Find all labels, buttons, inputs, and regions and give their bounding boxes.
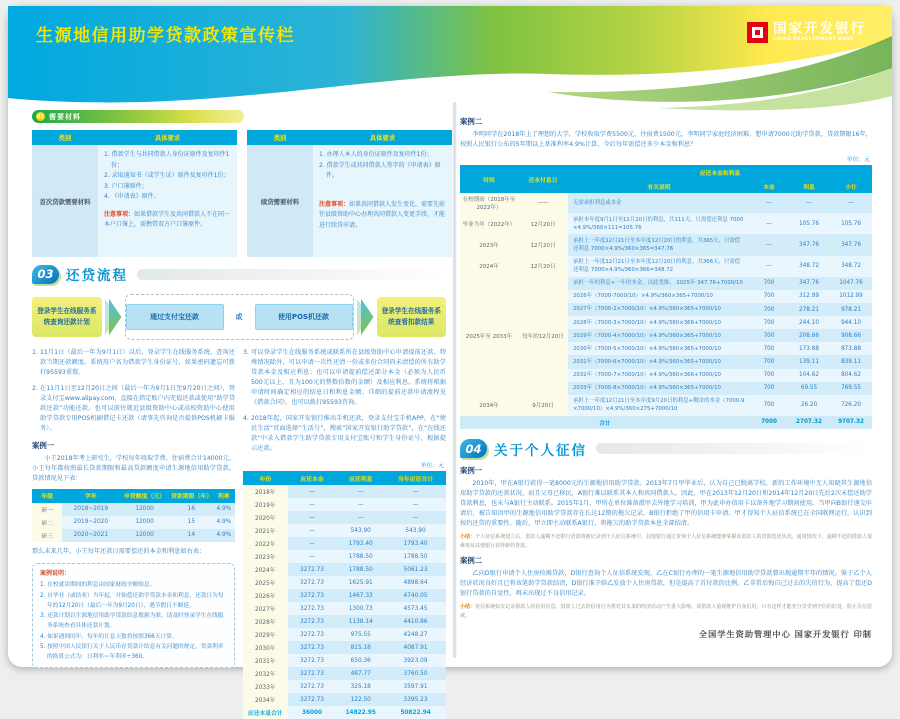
table-cell: 承担本年度9月1日至12月20日的利息，共111天，只需偿还利息 7000×4.9%/360×111=105.76 xyxy=(568,213,750,234)
table-cell: 研二 xyxy=(32,516,62,529)
case2-intro: 李明同学在2018年上了理想的大学，学校收取学费5500元、住宿费1500元。李明同学家庭经济困难，想申请7000元助学贷款，贷款期限16年，按照人民银行公布的5年期以上基准利率4.9%计算，今后每年需偿还多少本金和利息？ xyxy=(460,131,872,149)
table-cell: 3272.73 xyxy=(288,576,337,589)
table-row xyxy=(243,641,446,654)
table-cell: — xyxy=(830,193,872,213)
table-cell: 每年的12月20日 xyxy=(518,277,568,395)
table-row xyxy=(243,615,446,628)
case-notes-box xyxy=(32,563,235,669)
print-credit-footer: 全国学生资助管理中心 国家开发银行 印制 xyxy=(698,629,872,640)
table-cell: 278.21 xyxy=(788,303,830,316)
table-cell: 3272.73 xyxy=(288,641,337,654)
col-header: 年份 xyxy=(243,471,288,485)
table-cell: 700 xyxy=(750,290,788,303)
case-notes-title: 案例说明： xyxy=(40,569,71,577)
note-text: 如果借款学生及共同借款人不在同一本户口簿上，需携带双方户口簿原件。 xyxy=(104,210,231,228)
table-cell: 36000 xyxy=(288,706,337,719)
section-number-badge: 04 xyxy=(460,439,487,458)
left-page xyxy=(32,106,452,718)
table-cell: 3272.73 xyxy=(288,602,337,615)
table-cell: — xyxy=(288,550,337,563)
summary-label: 小结： xyxy=(460,534,476,541)
requirement-line: 2. 录取通知书（或学生证）原件及复印件1份； xyxy=(104,172,230,179)
table-cell: 487.77 xyxy=(336,667,385,680)
table-cell: 700 xyxy=(750,369,788,382)
table-cell: 3272.73 xyxy=(288,693,337,706)
col-header: 年级 xyxy=(32,489,62,503)
table-cell: 173.88 xyxy=(788,342,830,355)
case-note-line: 1. 在校就读期间的利息由国家财政全额贴息。 xyxy=(40,582,156,589)
table-cell: 4.9% xyxy=(213,529,235,542)
table-cell: 2033年 xyxy=(243,680,288,693)
table-cell: 2020年 xyxy=(243,511,288,524)
table-row xyxy=(460,395,872,416)
table-cell: 2031年（7000-6×7000/10）×4.9%/360×365+7000/10 xyxy=(568,355,750,368)
table-cell: 700 xyxy=(750,342,788,355)
table-row xyxy=(243,654,446,667)
col-header-date: 还本付息日 xyxy=(518,165,568,193)
arrow-right-icon xyxy=(105,298,122,336)
note-label: 注意事项： xyxy=(104,210,135,218)
table-cell: 承担一年的利息+一年的本金，以此类推。 2025年 347.76+7000/10 xyxy=(568,277,750,290)
table-cell: 2025年 xyxy=(243,576,288,589)
table-cell: — xyxy=(288,537,337,550)
table-cell: 2028年（7000-3×7000/10）×4.9%/360×366+7000/10 xyxy=(568,316,750,329)
table-cell: 2026年 xyxy=(243,589,288,602)
table-cell: 4740.05 xyxy=(385,589,446,602)
table-cell: —— xyxy=(518,193,568,213)
col-header-requirement: 具体要求 xyxy=(369,134,396,142)
col-header: 贷款期限（年） xyxy=(170,489,213,503)
table-cell: 2029年 xyxy=(243,628,288,641)
table-cell: 2018年 xyxy=(243,485,288,498)
table-cell: 毕业当年（2022年） xyxy=(460,213,518,234)
table-cell: 325.18 xyxy=(336,680,385,693)
table-cell: — xyxy=(288,498,337,511)
table-cell: 4898.64 xyxy=(385,576,446,589)
table-cell: — xyxy=(750,234,788,255)
table-cell: 2707.32 xyxy=(788,416,830,429)
table-cell: 4.9% xyxy=(213,516,235,529)
case1-title: 案例一 xyxy=(32,441,55,451)
case-note-line: 3. 还款计划以生源地信用助学贷款结息数据为准，请及时登录学生在线服务系统查看具体还款计划。 xyxy=(40,613,224,630)
table-cell: 3272.73 xyxy=(288,615,337,628)
note-text: 如果共同借款人发生变化，需要先前往县级资助中心办理共同借款人变更手续，才能进行续贷申请。 xyxy=(319,200,446,229)
table-cell: 2023年 xyxy=(460,234,518,255)
col-header: 应还利息 xyxy=(336,471,385,485)
table-cell: 804.62 xyxy=(830,369,872,382)
table-cell: 69.55 xyxy=(788,382,830,395)
table-row xyxy=(243,537,446,550)
requirement-line: 2. 借款学生或共同借款人签字的《申请表》原件。 xyxy=(319,161,441,179)
table-cell: 12000 xyxy=(119,516,170,529)
table-cell: 12月20日 xyxy=(518,213,568,234)
paragraph-4: 4. 2018年起，国家开发银行推出手机还款，登录支付宝手机APP，在“便民生活”页面选择“生活号”，搜索“国家开发银行助学贷款”，在“在线还款”中录入借款学生助学贷款专用支付宝账号和学生身份证号，根据提示还款。 xyxy=(243,415,446,453)
note xyxy=(104,210,231,231)
table-cell: 14 xyxy=(170,529,213,542)
summary-text: 个人征信系统建立后，借款人逾期不还银行贷款将被记录到个人征信系统中，其他银行通过查询个人征信系统能够掌握该借款人的贷款偿还状况。通常情况下，逾期不还的借款人很难再从其他银行获得新的贷款。 xyxy=(460,534,872,549)
flow-start-box: 登录学生在线服务系统查询还款计划 xyxy=(32,297,102,337)
paragraph-1: 1. 11月1日（最后一年为9月1日）以后，登录学生在线服务系统，查询还款当期还款额度。系统用户名为借款学生身份证号，如果密码遗忘可拨打95593重置。 xyxy=(32,349,235,377)
left-text-column xyxy=(32,348,235,668)
table-cell: 2027年 xyxy=(243,602,288,615)
table-cell: 347.76 xyxy=(788,234,830,255)
table-row xyxy=(243,589,446,602)
table-cell: 139.11 xyxy=(788,355,830,368)
table-cell: 1467.33 xyxy=(336,589,385,602)
col-header-interest: 利息 xyxy=(788,179,830,193)
table-cell: — xyxy=(385,511,446,524)
table-cell: 合计 xyxy=(460,416,750,429)
table-cell: 347.76 xyxy=(830,234,872,255)
table-row xyxy=(32,529,235,542)
table-cell: 700 xyxy=(750,303,788,316)
table-cell: 2025年至 2033年 xyxy=(460,277,518,395)
table-cell: 12000 xyxy=(119,503,170,516)
table-row xyxy=(243,563,446,576)
case1-intro: 小王2018年考上研究生，学校每年收取学费、住宿费合计14000元。小王每年都按照最长贷款期限和最高贷款额度申请生源地信用助学贷款。贷款情况见下表： xyxy=(32,455,235,483)
col-header: 当年应还合计 xyxy=(385,471,446,485)
table-cell: 726.20 xyxy=(830,395,872,416)
table-cell: 815.18 xyxy=(336,641,385,654)
table-cell: 50822.94 xyxy=(385,706,446,719)
table-cell: 2033年（7000-8×7000/10）×4.9%/360×365+7000/10 xyxy=(568,382,750,395)
brochure-page xyxy=(8,6,892,718)
table-cell: 700 xyxy=(750,355,788,368)
table-cell: 1138.14 xyxy=(336,615,385,628)
table-cell: 4573.45 xyxy=(385,602,446,615)
table-cell: 1788.50 xyxy=(336,550,385,563)
flow-option-alipay: 通过支付宝还款 xyxy=(126,304,224,330)
table-cell: — xyxy=(336,485,385,498)
table-cell: 700 xyxy=(750,329,788,342)
table-cell: 1793.40 xyxy=(385,537,446,550)
col-header: 学年 xyxy=(62,489,119,503)
section-repayment-header xyxy=(32,262,446,286)
table-row xyxy=(460,234,872,255)
table-cell: 承担上一年度12月21日至本年度9月20日的利息+剩余的本金（7000-9×7000/10）×4.9%/360×275+7000/10 xyxy=(568,395,750,416)
right-page xyxy=(460,112,872,640)
section-header-bar xyxy=(137,269,446,280)
arrow-right-icon xyxy=(357,298,374,336)
table-cell: 2024年 xyxy=(243,563,288,576)
table-cell: 3272.73 xyxy=(288,654,337,667)
flow-or-label: 或 xyxy=(235,313,243,321)
table-cell: 5061.23 xyxy=(385,563,446,576)
table-cell: — xyxy=(336,511,385,524)
note xyxy=(319,200,446,232)
table-cell: 7000 xyxy=(750,416,788,429)
table-cell: 3760.50 xyxy=(385,667,446,680)
table-cell: 承担上一年度12月21日至本年度12月20日的利息，共366天，只需偿还利息 7000×4.9%/360×366=348.72 xyxy=(568,256,750,277)
table-row xyxy=(460,416,872,429)
materials-tables xyxy=(32,130,452,257)
table-row xyxy=(460,213,872,234)
summary-label: 小结： xyxy=(460,604,476,611)
table-cell: 9月20日 xyxy=(518,395,568,416)
table-row xyxy=(243,628,446,641)
summary-text: 征信系统如实记录借款人的信用信息，借款人过去的信用行为将对其未来的经济活动产生重大影响。请借款人重视维护自身信用，只有这样才能充分享受到守信的好处，防止失信惩戒。 xyxy=(460,604,872,619)
table-cell: 12月20日 xyxy=(518,234,568,255)
table-cell: — xyxy=(750,193,788,213)
table-cell: 9707.32 xyxy=(830,416,872,429)
table-cell: 2026年（7000-7000/10）×4.9%/360×365+7000/10 xyxy=(568,290,750,303)
table-cell: 2019年 xyxy=(243,498,288,511)
paragraph-3: 3. 可以登录学生在线服务系统或联系所在县级资助中心申请提前还款。特殊情况除外，可以申请一次性还清一份或多份合同尚未清偿的所有助学贷款本金及相应利息；也可以申请提前偿还部分本金（必须为人民币500元以上、且为100元的整数倍数的金额）及相应利息。系统将根据申请时间确定相应的结息日和利息金额。详细的提前还款申请流程见《借款合同》，也可以拨打95593咨询。 xyxy=(243,349,446,407)
table-cell: — xyxy=(288,524,337,537)
table-row xyxy=(243,667,446,680)
total-row xyxy=(243,706,446,719)
table-cell: 873.88 xyxy=(830,342,872,355)
case2-title: 案例二 xyxy=(460,117,483,126)
table-cell: 2027年（7000-2×7000/10）×4.9%/360×365+7000/10 xyxy=(568,303,750,316)
table-cell: 908.66 xyxy=(830,329,872,342)
col-header-requirement: 具体要求 xyxy=(154,134,181,142)
case-note-line: 2. 自毕业（或结业）当年起，开始偿还助学贷款本金和利息，还款日为每年的12月20日（最后一年为9月20日），遇节假日不顺延。 xyxy=(40,592,224,609)
case1-middle-text: 那么未来几年，小王每年还款日需要偿还的本金和利息如右表： xyxy=(32,547,206,555)
table-cell: 在校期间（2018年至2022年） xyxy=(460,193,518,213)
credit-summary-1 xyxy=(460,533,872,550)
table-cell: 700 xyxy=(750,382,788,395)
first-loan-materials-table xyxy=(32,130,237,257)
table-cell: 700 xyxy=(750,277,788,290)
table-cell: 12月20日 xyxy=(518,256,568,277)
table-cell: 3272.73 xyxy=(288,680,337,693)
col-header-principal: 本金 xyxy=(750,179,788,193)
table-cell: 944.10 xyxy=(830,316,872,329)
table-cell: 1012.99 xyxy=(830,290,872,303)
table-row xyxy=(243,498,446,511)
table-cell: 2019~2020 xyxy=(62,516,119,529)
right-text-column xyxy=(243,348,446,719)
table-cell: 2032年（7000-7×7000/10）×4.9%/360×366+7000/10 xyxy=(568,369,750,382)
table-cell: 104.62 xyxy=(788,369,830,382)
bank-logo-icon xyxy=(747,22,768,43)
table-cell: — xyxy=(288,485,337,498)
col-header: 应还本金 xyxy=(288,471,337,485)
section-title: 需要材料 xyxy=(49,112,81,121)
page-title: 生源地信用助学贷款政策宣传栏 xyxy=(36,26,295,46)
table-cell: 4410.86 xyxy=(385,615,446,628)
bank-logo xyxy=(747,22,866,43)
repayment-flow-diagram xyxy=(32,292,446,342)
table-cell: 700 xyxy=(750,395,788,416)
case-note-line: 5. 按照中国人民银行关于人民币存贷款计结息有关问题的规定，贷款利率的换算公式为：日利率＝年利率÷360。 xyxy=(40,643,224,661)
table-cell: 1300.73 xyxy=(336,602,385,615)
table-cell: 769.55 xyxy=(830,382,872,395)
table-cell: 研三 xyxy=(32,529,62,542)
note-label: 注意事项： xyxy=(319,200,350,208)
bank-name: 国家开发银行 xyxy=(773,21,866,37)
loan-terms-table xyxy=(32,489,235,542)
unit-label: 单位：元 xyxy=(420,463,444,470)
table-row xyxy=(243,576,446,589)
repayment-schedule-table xyxy=(243,471,446,719)
table-cell: — xyxy=(750,213,788,234)
col-header: 申贷额度（元） xyxy=(119,489,170,503)
table-row xyxy=(32,516,235,529)
table-cell: 26.20 xyxy=(788,395,830,416)
col-header-category: 类别 xyxy=(58,134,72,142)
table-cell: 2024年 xyxy=(460,256,518,277)
requirement-line: 1. 办理人本人的身份证原件及复印件1份； xyxy=(319,151,433,158)
table-cell: 2020~2021 xyxy=(62,529,119,542)
section-number-badge: 02 xyxy=(37,113,44,120)
table-row xyxy=(243,524,446,537)
table-cell: 105.76 xyxy=(788,213,830,234)
table-cell: 978.21 xyxy=(830,303,872,316)
table-cell: 14822.95 xyxy=(336,706,385,719)
requirement-cell xyxy=(313,145,452,257)
table-cell: 3395.23 xyxy=(385,693,446,706)
col-header-group: 应还本金和利息 xyxy=(568,165,872,179)
table-cell: 3923.09 xyxy=(385,654,446,667)
col-header-subtotal: 小计 xyxy=(830,179,872,193)
table-cell: 1793.40 xyxy=(336,537,385,550)
table-cell: 应还本息合计 xyxy=(243,706,288,719)
table-cell: 12000 xyxy=(119,529,170,542)
credit-case2-text: 乙向D银行申请个人住房按揭贷款，D银行查询个人征信系统发现，乙在C银行办理的一笔生源地信用助学贷款曾出现逾期半年的情况。鉴于乙个人经济状况良好且已将该笔助学贷款结清，D银行准予给乙发放个人住房贷款，但是提高了首付款的比例。乙非常后悔自己过去的失信行为，提高了偿还D银行贷款的自觉性，再未出现过不良信用记录。 xyxy=(460,570,872,598)
table-cell: 2029年（7000-4×7000/10）×4.9%/360×365+7000/10 xyxy=(568,329,750,342)
table-row xyxy=(243,680,446,693)
section-title: 还贷流程 xyxy=(66,268,128,284)
table-row xyxy=(460,256,872,277)
table-cell: 312.99 xyxy=(788,290,830,303)
section-number-badge: 03 xyxy=(32,265,59,284)
section-credit-header xyxy=(460,437,872,461)
table-cell: 2030年（7000-5×7000/10）×4.9%/360×365+7000/10 xyxy=(568,342,750,355)
table-cell: 2031年 xyxy=(243,654,288,667)
table-cell: 承担上一年度12月21日至本年度12月20日的利息，共365天，只需偿还利息 7000×4.9%/360×365=347.76 xyxy=(568,234,750,255)
category-cell: 首次贷款需要材料 xyxy=(32,145,98,257)
table-cell: 1625.91 xyxy=(336,576,385,589)
col-header-category: 类别 xyxy=(273,134,287,142)
table-cell: 975.55 xyxy=(336,628,385,641)
col-header: 利率 xyxy=(213,489,235,503)
table-row xyxy=(243,602,446,615)
table-cell: 16 xyxy=(170,503,213,516)
table-cell: 105.76 xyxy=(830,213,872,234)
table-cell: — xyxy=(788,193,830,213)
bank-name-en: CHINA DEVELOPMENT BANK xyxy=(773,36,855,42)
requirement-line: 1. 借款学生与共同借款人身份证原件及复印件1份； xyxy=(104,151,230,169)
table-row xyxy=(460,277,872,290)
table-cell: 4248.27 xyxy=(385,628,446,641)
table-row xyxy=(243,485,446,498)
table-cell: 3272.73 xyxy=(288,563,337,576)
table-cell: 2022年 xyxy=(243,537,288,550)
table-cell: 348.72 xyxy=(830,256,872,277)
table-cell: 2021年 xyxy=(243,524,288,537)
section-header-bar xyxy=(596,443,872,454)
table-cell: 650.36 xyxy=(336,654,385,667)
table-cell: 2023年 xyxy=(243,550,288,563)
credit-summary-2 xyxy=(460,603,872,620)
credit-case1-title: 案例一 xyxy=(460,465,483,475)
col-header-desc: 有关说明 xyxy=(568,179,750,193)
table-cell: 1788.50 xyxy=(336,563,385,576)
page-fold-divider xyxy=(452,102,457,658)
table-cell: 347.76 xyxy=(788,277,830,290)
table-cell: 3597.91 xyxy=(385,680,446,693)
table-cell: 2018~2019 xyxy=(62,503,119,516)
section-materials-header xyxy=(32,110,244,123)
flow-end-box: 登录学生在线服务系统查看扣款结果 xyxy=(377,297,447,337)
table-cell: — xyxy=(750,256,788,277)
flow-option-pos: 使用POS机还款 xyxy=(255,304,353,330)
renewal-materials-table xyxy=(247,130,452,257)
table-cell: — xyxy=(385,485,446,498)
table-cell: 2032年 xyxy=(243,667,288,680)
table-cell: 1788.50 xyxy=(385,550,446,563)
col-header-time: 时间 xyxy=(460,165,518,193)
table-row xyxy=(243,693,446,706)
table-cell: 700 xyxy=(750,316,788,329)
table-cell: 3272.73 xyxy=(288,628,337,641)
table-cell: 2028年 xyxy=(243,615,288,628)
requirement-line: 3. 户口簿原件； xyxy=(104,182,148,190)
category-cell: 续贷需要材料 xyxy=(247,145,313,257)
table-cell: 839.11 xyxy=(830,355,872,368)
credit-case1-text: 2010年，甲在A银行获得一笔8000元的生源地信用助学贷款。2013年7月甲毕业后，认为自己已脱离学校，新的工作环境中无人知晓其生源地信用助学贷款的还款状况，而且父母已移民，A银行难以联系其本人和共同借款人。因此，甲在2013年12月20日和2014年12月20日先后2次未偿还助学贷款利息，也未与A银行主动联系。2015年1月，甲所在单位准备派甲去外地学习培训，甲为此申办信用卡以备外地学习期间使用。当甲向B银行递交申请后，被告知因甲的生源地信用助学贷款存在长达12期的拖欠记录，B银行拒绝了甲的信用卡申请。甲才得知个人征信系统已在全国联网运行，认识到按约还贷的重要性。随后，甲立即主动联系A银行，将拖欠的助学贷款本息全部结清。 xyxy=(460,479,872,528)
flow-options-box xyxy=(125,294,354,340)
table-cell: 244.10 xyxy=(788,316,830,329)
unit-label: 单位：元 xyxy=(846,157,870,164)
loan-calculation-table xyxy=(460,165,872,429)
table-row xyxy=(243,511,446,524)
table-cell: 2034年 xyxy=(460,395,518,416)
table-cell: 无需承担利息或本金 xyxy=(568,193,750,213)
table-cell: 4087.91 xyxy=(385,641,446,654)
table-row xyxy=(32,503,235,516)
credit-case2-title: 案例二 xyxy=(460,556,483,566)
paragraph-2: 2. 在11月1日至12月20日之间（最后一年为9月1日至9月20日之间），登录支付宝www.alipay.com，直接在指定账户内充值还款或使用“助学贷款还款”功能还款。也可以前往就近县级资助中心或高校资助中心使用助学贷款专用POS机刷借记卡还款（请事先咨询是否提供POS机刷卡服务）。 xyxy=(32,385,236,433)
table-cell: 348.72 xyxy=(788,256,830,277)
requirement-cell xyxy=(98,145,237,257)
table-cell: 1047.76 xyxy=(830,277,872,290)
table-cell: 543.90 xyxy=(336,524,385,537)
table-row xyxy=(243,550,446,563)
requirement-line: 4. 《申请表》原件。 xyxy=(104,193,160,200)
table-cell: 122.50 xyxy=(336,693,385,706)
table-cell: 4.9% xyxy=(213,503,235,516)
table-cell: 3272.73 xyxy=(288,667,337,680)
table-cell: 2030年 xyxy=(243,641,288,654)
table-cell: — xyxy=(385,498,446,511)
table-cell: 15 xyxy=(170,516,213,529)
table-cell: 208.66 xyxy=(788,329,830,342)
table-cell: 3272.73 xyxy=(288,589,337,602)
table-cell: 2034年 xyxy=(243,693,288,706)
case-note-line: 4. 如果遇到闰年，每年的计息天数将按照366天计算。 xyxy=(40,633,178,640)
table-cell: — xyxy=(288,511,337,524)
table-cell: — xyxy=(336,498,385,511)
table-cell: 研一 xyxy=(32,503,62,516)
section-title: 关于个人征信 xyxy=(494,442,587,459)
table-cell: 543.90 xyxy=(385,524,446,537)
table-row xyxy=(460,193,872,213)
